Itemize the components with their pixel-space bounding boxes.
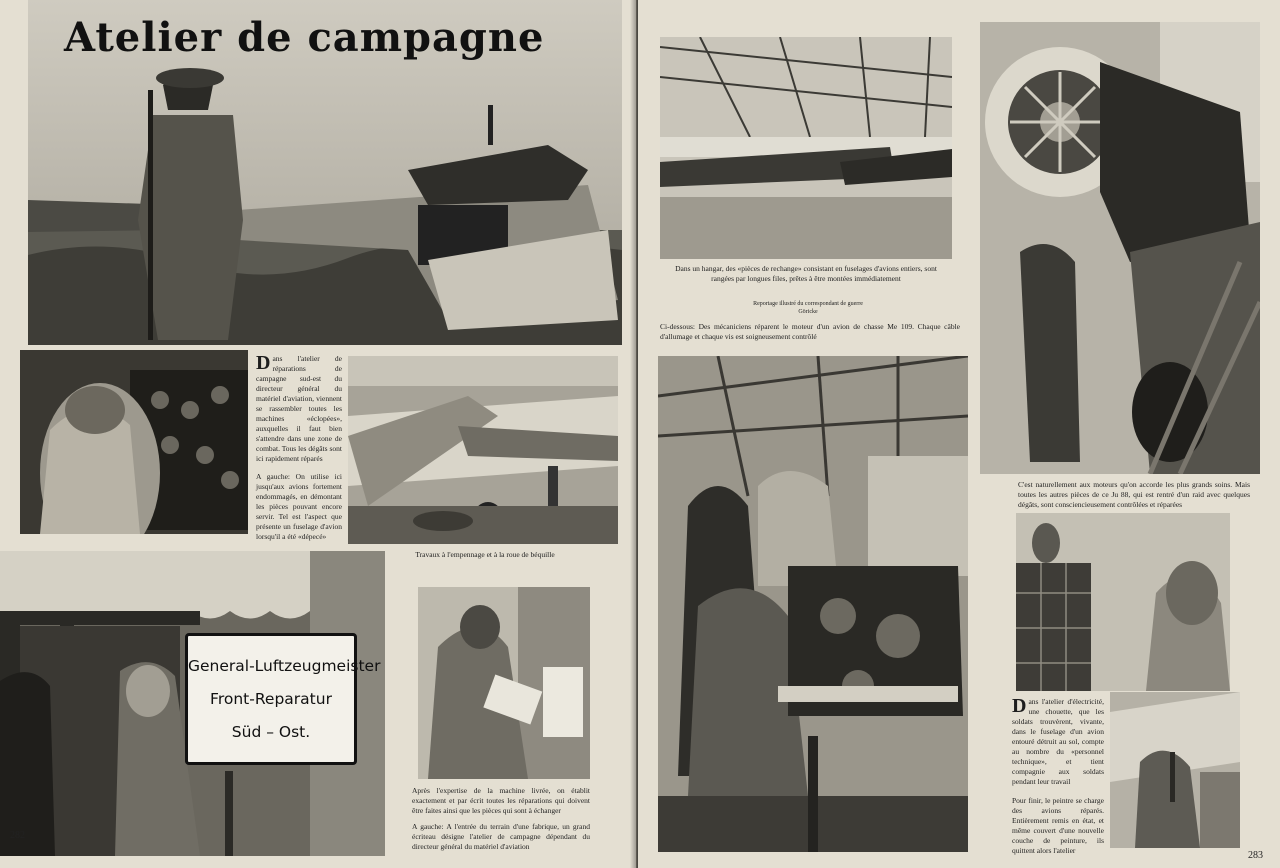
right-page — [638, 0, 1280, 868]
caption-empennage: Travaux à l'empennage et à la roue de béquille — [415, 550, 555, 559]
left-page-number: 282 — [10, 830, 25, 841]
caption-expertise: Après l'expertise de la machine livrée, on établit exactement et par écrit toutes les réparations qui doivent être faites ainsi que les pièces qui sont à échanger — [412, 786, 590, 815]
photo-hangar-fuselages — [660, 37, 952, 259]
photo-mechanic-writing-report — [418, 587, 590, 779]
photo-engine-ju88 — [980, 22, 1260, 474]
right-page-number: 283 — [1248, 850, 1263, 861]
photo-mechanics-engine-repair — [658, 356, 968, 852]
caption-sign: A gauche: A l'entrée du terrain d'une fabrique, un grand écriteau désigne l'atelier de campagne dépendant du directeur général du matériel d'aviation — [412, 822, 590, 851]
caption-engines: C'est naturellement aux moteurs qu'on accorde les plus grands soins. Mais toutes les autres pièces de ce Ju 88, qui est rentré d'un raid avec quelques dégâts, sont consciencieusement contrôlées et réparées — [1018, 480, 1250, 509]
sign-line-2: Front-Reparatur — [210, 690, 332, 708]
photo-electric-workshop-owl — [1016, 513, 1230, 691]
photo-tail-wheel-work — [348, 356, 618, 544]
caption-painter: Pour finir, le peintre se charge des avions réparés. Entièrement remis en état, et même couvert d'une nouvelle couche de peinture, ils quittent alors l'atelier — [1012, 796, 1104, 855]
photo-painter — [1110, 692, 1240, 848]
front-repair-sign — [185, 633, 381, 765]
article-title: Atelier de campagne — [64, 14, 545, 61]
photo-instrument-panel — [20, 350, 248, 534]
sign-line-1: General-Luftzeugmeister — [188, 657, 381, 675]
caption-electric: Dans l'atelier d'électricité, une chouette, que les soldats trouvèrent, vivante, dans le fuselage d'un avion entouré détruit au sol, compte au nombre du «personnel technique», et tient compagnie aux soldats pendant leur travail — [1012, 695, 1104, 786]
sign-line-3: Süd – Ost. — [231, 723, 311, 741]
caption-hangar: Dans un hangar, des «pièces de rechange» consistant en fuselages d'avions entiers, sont rangées par longues files, prêtes à être montées immédiatement — [675, 264, 937, 283]
caption-mechanics: Ci-dessous: Des mécaniciens réparent le moteur d'un avion de chasse Me 109. Chaque câble d'allumage et chaque vis est soigneusement contrôlé — [660, 322, 960, 341]
intro-text: Dans l'atelier de réparations de campagne sud-est du directeur général du matériel d'aviation, viennent se rassembler toutes les machines «éclopées», auxquelles il faut bien s'attendre dans une zone de combat. Tous les dégâts sont ici rapidement réparés — [256, 352, 342, 463]
photo-credit: Reportage illustré du correspondant de guerre Göricke — [753, 301, 863, 315]
text-dismantled-aircraft: A gauche: On utilise ici jusqu'aux avions fortement endommagés, en démontant les pièces pouvant encore servir. Tel est l'aspect que présente un fuselage d'avion lorsqu'il a été «dépecé» — [256, 472, 342, 541]
left-page — [0, 0, 637, 868]
